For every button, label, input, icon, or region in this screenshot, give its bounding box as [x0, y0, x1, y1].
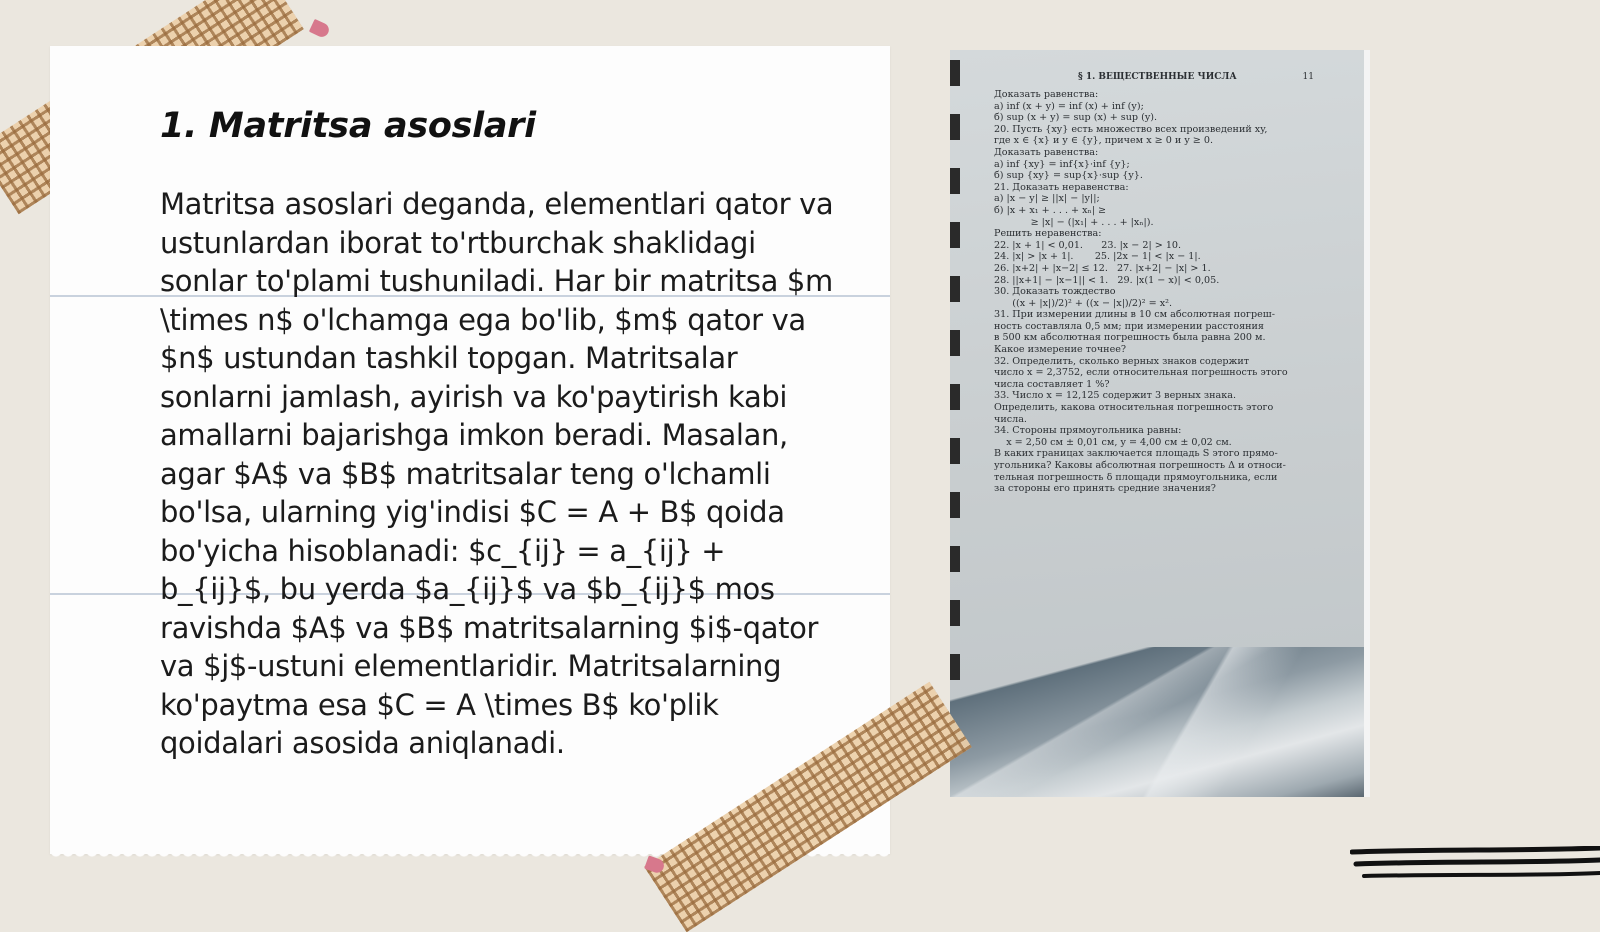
photo-text-line: x = 2,50 см ± 0,01 см, y = 4,00 см ± 0,02 см.	[994, 436, 1232, 448]
photo-text-line: 33. Число x = 12,125 содержит 3 верных знака.	[994, 390, 1237, 402]
photo-text-line: числа.	[994, 413, 1027, 425]
photo-text-line: числа составляет 1 %?	[994, 378, 1110, 390]
photo-text-line: 30. Доказать тождество	[994, 286, 1116, 298]
photo-text-line: б) sup {xy} = sup{x}·sup {y}.	[994, 170, 1143, 182]
photo-text-line: за стороны его принять средние значения?	[994, 483, 1216, 495]
slide-title: 1. Matritsa asoslari	[160, 106, 536, 146]
photo-fabric-background	[950, 647, 1370, 797]
photo-page-edge	[1364, 50, 1370, 797]
photo-binding-holes	[950, 60, 960, 680]
photo-text-line: а) inf {xy} = inf{x}·inf {y};	[994, 158, 1130, 170]
photo-text-line: Какое измерение точнее?	[994, 344, 1127, 356]
photo-text-line: Доказать равенства:	[994, 89, 1099, 100]
photo-text-line: 31. При измерении длины в 10 см абсолютная погреш-	[994, 309, 1275, 321]
photo-page-text	[994, 72, 1314, 495]
photo-text-line: Решить неравенства:	[994, 228, 1102, 240]
photo-text-line: угольника? Каковы абсолютная погрешность Δ и относи-	[994, 460, 1286, 471]
photo-text-line: 22. |x + 1| < 0,01. 23. |x − 2| > 10.	[994, 239, 1182, 251]
photo-text-line: 24. |x| > |x + 1|. 25. |2x − 1| < |x − 1|.	[994, 251, 1201, 263]
photo-page-number: 11	[1302, 72, 1314, 82]
photo-text-line: ≥ |x| − (|x₁| + . . . + |xₙ|).	[994, 216, 1154, 228]
photo-text-line: Доказать равенства:	[994, 146, 1099, 158]
slide-body-text: Matritsa asoslari deganda, elementlari qator va ustunlardan iborat to'rtburchak shaklidagi sonlar to'plami tushuniladi. Har bir matritsa $m \times n$ o'lchamga ega bo'lib, $m$ qator va $n$ ustundan tashkil topgan. Matritsalar sonlarni jamlash, ayirish va ko'paytirish kabi amallarni bajarishga imkon beradi. Masalan, agar $A$ va $B$ matritsalar teng o'lchamli bo'lsa, ularning yig'indisi $C = A + B$ qoida bo'yicha hisoblanadi: $c_{ij} = a_{ij} + b_{ij}$, bu yerda $a_{ij}$ va $b_{ij}$ mos ravishda $A$ va $B$ matritsalarning $i$-qator va $j$-ustuni elementlaridir. Matritsalarning ko'paytma esa $C = A \times B$ ko'plik qoidalari asosida aniqlanadi.	[160, 187, 834, 760]
photo-text-line: а) inf (x + y) = inf (x) + inf (y);	[994, 100, 1144, 112]
photo-text-line: В каких границах заключается площадь S этого прямо-	[994, 448, 1278, 460]
photo-text-line: 32. Определить, сколько верных знаков содержит	[994, 355, 1250, 367]
photo-text-line: а) |x − y| ≥ ||x| − |y||;	[994, 193, 1100, 205]
photo-text-line: б) |x + x₁ + . . . + xₙ| ≥	[994, 204, 1107, 216]
photo-text-line: 34. Стороны прямоугольника равны:	[994, 425, 1182, 437]
photo-text-line: тельная погрешность δ площади прямоугольника, если	[994, 471, 1278, 483]
photo-text-line: 28. ||x+1| − |x−1|| < 1. 29. |x(1 − x)| < 0,05.	[994, 274, 1220, 286]
photo-text-line: число x = 2,3752, если относительная погрешность этого	[994, 367, 1288, 379]
photo-text-line: в 500 км абсолютная погрешность была равна 200 м.	[994, 332, 1266, 344]
photo-text-line: 20. Пусть {xy} есть множество всех произведений xy,	[994, 123, 1268, 135]
photo-text-line: где x ∈ {x} и y ∈ {y}, причем x ≥ 0 и y ≥ 0.	[994, 135, 1214, 147]
textbook-photo	[950, 50, 1370, 797]
photo-header-title: § 1. ВЕЩЕСТВЕННЫЕ ЧИСЛА	[1078, 72, 1237, 82]
photo-text-line: ность составляла 0,5 мм; при измерении расстояния	[994, 320, 1264, 332]
photo-text-line: б) sup (x + y) = sup (x) + sup (y).	[994, 112, 1158, 124]
photo-text-line: 26. |x+2| + |x−2| ≤ 12. 27. |x+2| − |x| > 1.	[994, 262, 1211, 274]
photo-text-line: Определить, какова относительная погрешность этого	[994, 402, 1274, 414]
photo-page-header	[994, 72, 1314, 86]
photo-text-line: 21. Доказать неравенства:	[994, 181, 1129, 193]
decorative-pin-top	[309, 19, 331, 39]
photo-text-line: ((x + |x|)/2)² + ((x − |x|)/2)² = x².	[994, 297, 1173, 309]
decorative-brush-lines	[1350, 846, 1600, 886]
